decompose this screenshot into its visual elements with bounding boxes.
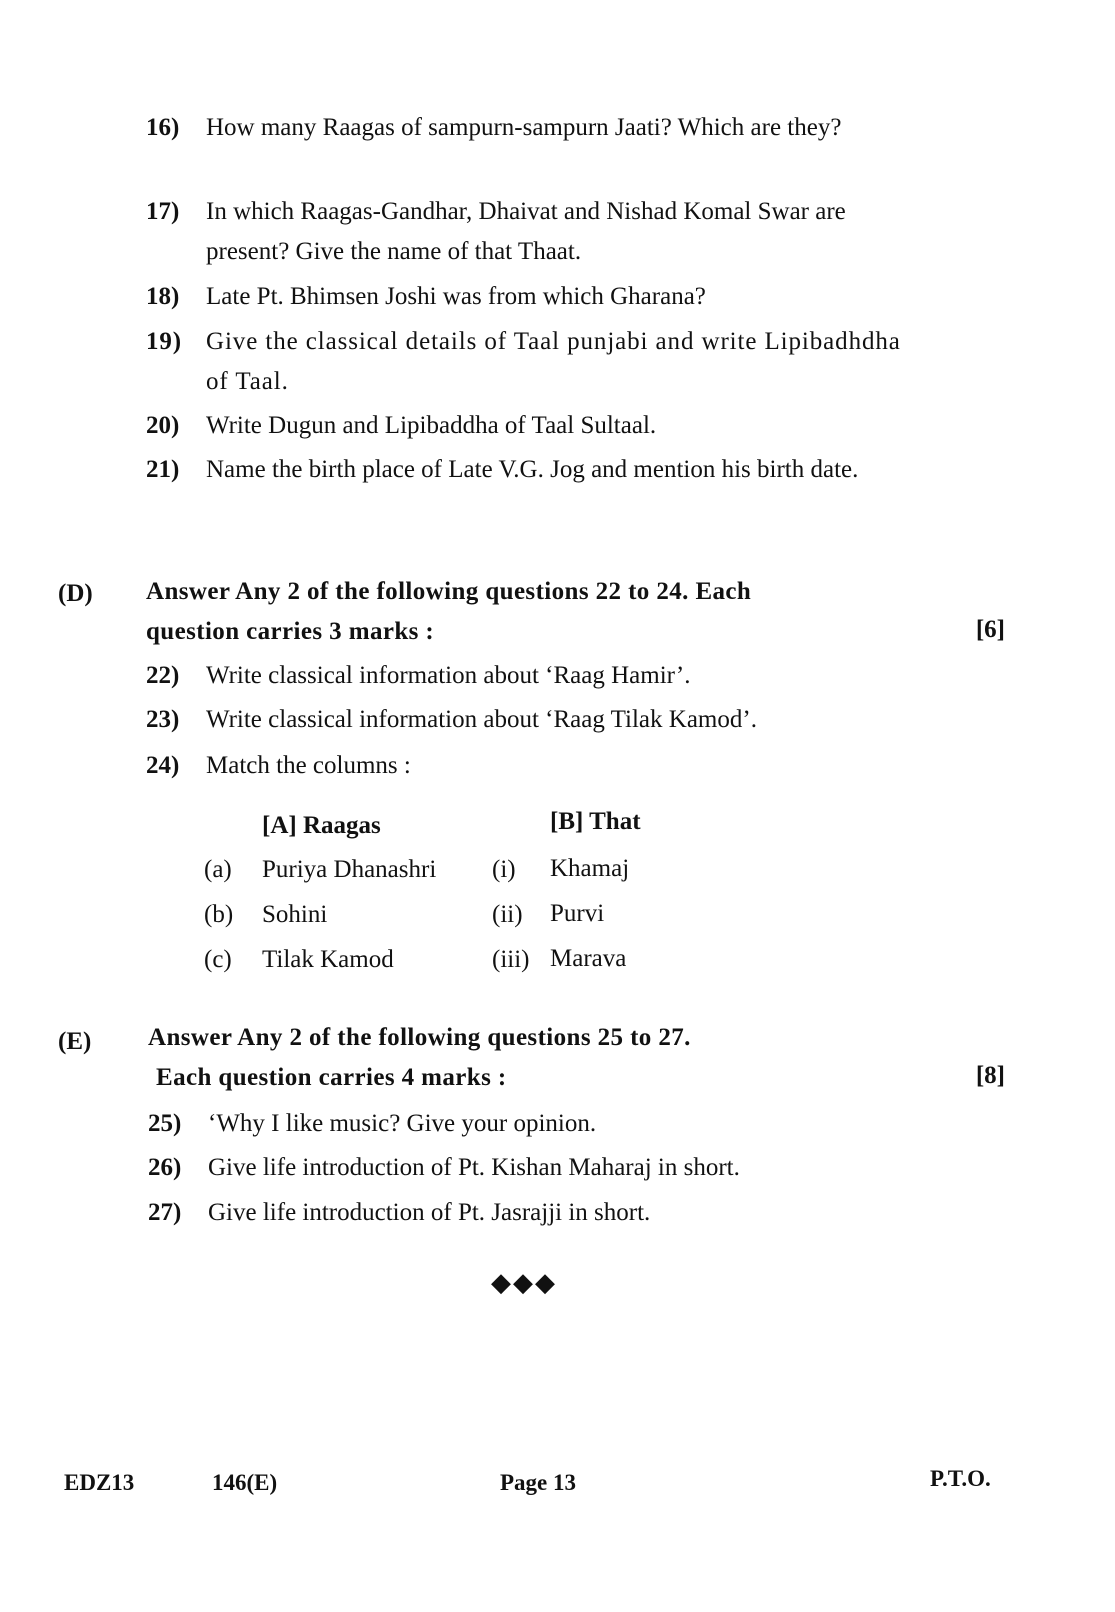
end-of-paper-mark: ◆◆◆ — [491, 1268, 557, 1297]
section-e-heading-line1: Answer Any 2 of the following questions 25 to 27. — [148, 1024, 691, 1051]
question-text: Give the classical details of Taal punjabi and write Lipibadhdha of Taal. — [206, 328, 901, 395]
section-e-letter: (E) — [58, 1028, 92, 1055]
question-number: 21) — [146, 456, 180, 483]
footer-page-number: Page 13 — [500, 1470, 577, 1495]
section-e-marks: [8] — [975, 1062, 1005, 1089]
section-d-letter: (D) — [58, 580, 93, 607]
match-b-label: (i) — [492, 856, 516, 883]
question-number: 18) — [146, 283, 180, 310]
question-number: 27) — [148, 1199, 182, 1226]
question-text: How many Raagas of sampurn-sampurn Jaati? Which are they? — [206, 114, 842, 141]
question-text: Write classical information about ‘Raag Tilak Kamod’. — [206, 706, 757, 733]
question-text: Give life introduction of Pt. Kishan Maharaj in short. — [208, 1154, 740, 1181]
match-b-text: Khamaj — [550, 855, 630, 882]
question-text: Write Dugun and Lipibaddha of Taal Sultaal. — [206, 412, 657, 439]
section-d-heading-line1: Answer Any 2 of the following questions 22 to 24. Each — [146, 578, 752, 605]
section-e-heading — [148, 1018, 908, 1098]
question-text: Name the birth place of Late V.G. Jog and mention his birth date. — [206, 456, 859, 483]
question-number: 17) — [146, 198, 180, 225]
match-col-b-header: [B] That — [550, 808, 641, 835]
match-a-text: Tilak Kamod — [262, 946, 394, 973]
footer-paper-number: 146(E) — [212, 1470, 278, 1495]
question-number: 23) — [146, 706, 180, 733]
match-a-label: (b) — [204, 901, 234, 928]
question-text: Write classical information about ‘Raag Hamir’. — [206, 662, 691, 689]
match-b-text: Marava — [550, 945, 627, 972]
question-number: 25) — [148, 1110, 182, 1137]
question-text: Match the columns : — [206, 752, 411, 779]
match-a-label: (a) — [204, 856, 232, 883]
question-text: In which Raagas-Gandhar, Dhaivat and Nishad Komal Swar are present? Give the name of that Thaat. — [206, 198, 846, 265]
match-b-text: Purvi — [550, 900, 605, 927]
question-number: 22) — [146, 662, 180, 689]
match-b-label: (iii) — [492, 946, 530, 973]
question-number: 16) — [146, 114, 180, 141]
section-d-marks: [6] — [975, 616, 1005, 643]
match-a-text: Puriya Dhanashri — [262, 856, 437, 883]
match-a-label: (c) — [204, 946, 232, 973]
section-e-heading-line2: Each question carries 4 marks : — [156, 1064, 507, 1091]
question-text: Late Pt. Bhimsen Joshi was from which Gharana? — [206, 283, 706, 310]
match-col-a-header: [A] Raagas — [262, 812, 381, 839]
footer-code: EDZ13 — [64, 1470, 135, 1495]
match-a-text: Sohini — [262, 901, 328, 928]
question-number: 19) — [146, 328, 183, 355]
section-d-heading-line2: question carries 3 marks : — [146, 618, 435, 645]
footer-pto: P.T.O. — [930, 1466, 991, 1491]
question-number: 26) — [148, 1154, 182, 1181]
match-b-label: (ii) — [492, 901, 523, 928]
question-number: 20) — [146, 412, 180, 439]
question-number: 24) — [146, 752, 180, 779]
section-d-heading — [146, 572, 906, 652]
question-text: ‘Why I like music? Give your opinion. — [208, 1110, 597, 1137]
question-text: Give life introduction of Pt. Jasrajji in short. — [208, 1199, 651, 1226]
